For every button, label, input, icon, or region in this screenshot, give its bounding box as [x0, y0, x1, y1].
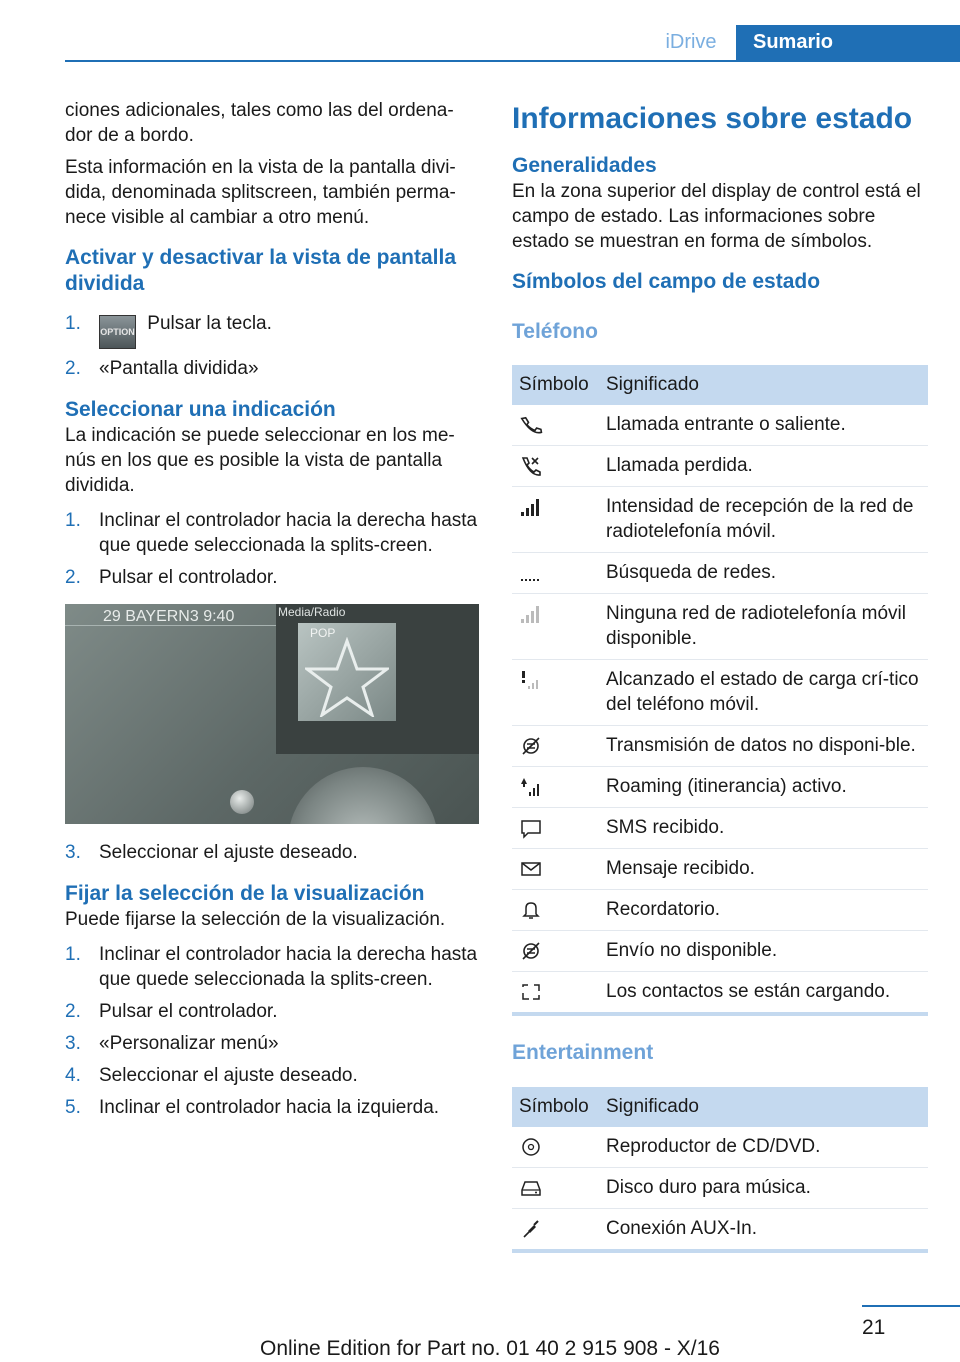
table-row: [512, 726, 928, 767]
step-number: 4.: [65, 1065, 81, 1086]
step-text: «Pantalla dividida»: [99, 358, 259, 379]
disc-icon: [519, 1136, 543, 1158]
table-row: [512, 808, 928, 849]
table-row: [512, 487, 928, 553]
table-row: [512, 1209, 928, 1252]
hard-drive-icon: [519, 1177, 543, 1199]
step-text: Inclinar el controlador hacia la derecha hasta que quede seleccionada la splits‐creen.: [99, 944, 478, 990]
table-row: [512, 446, 928, 487]
edition-line: Online Edition for Part no. 01 40 2 915 908 - X/16: [260, 1337, 720, 1360]
meaning-text: Recordatorio.: [599, 890, 928, 931]
send-unavailable-icon: [519, 940, 543, 962]
figure-media-label: Media/Radio: [278, 605, 346, 619]
meaning-text: Alcanzado el estado de carga crí‐tico del teléfono móvil.: [599, 660, 928, 726]
phone-call-icon: [519, 414, 543, 436]
list-item: [65, 508, 479, 558]
step-text: Pulsar la tecla.: [147, 313, 272, 334]
fijar-paragraph: Puede fijarse la selección de la visualización.: [65, 909, 446, 930]
meaning-text: Mensaje recibido.: [599, 849, 928, 890]
heading-seleccionar: Seleccionar una indicación: [65, 398, 336, 421]
data-unavailable-icon: [519, 735, 543, 757]
table-row: [512, 849, 928, 890]
table-row: [512, 931, 928, 972]
table-row: [512, 405, 928, 446]
table-row: [512, 594, 928, 660]
option-key-icon: OPTION: [99, 315, 136, 349]
signal-strength-icon: [519, 496, 543, 518]
splitscreen-screenshot: [65, 604, 479, 824]
aux-plug-icon: [519, 1218, 543, 1240]
meaning-text: Reproductor de CD/DVD.: [599, 1127, 928, 1168]
heading-simbolos: Símbolos del campo de estado: [512, 270, 821, 293]
heading-entertainment: Entertainment: [512, 1041, 654, 1064]
figure-album-cover: [298, 623, 396, 721]
step-text: Inclinar el controlador hacia la derecha hasta que quede seleccionada la splits‐creen.: [99, 510, 478, 556]
step-text: «Personalizar menú»: [99, 1033, 279, 1054]
step-number: 5.: [65, 1097, 81, 1118]
list-item: [65, 1095, 479, 1120]
step-number: 2.: [65, 358, 81, 379]
step-text: Inclinar el controlador hacia la izquierda.: [99, 1097, 440, 1118]
step-number: 2.: [65, 567, 81, 588]
step-number: 2.: [65, 1001, 81, 1022]
list-item: [65, 1063, 479, 1088]
meaning-text: Llamada entrante o saliente.: [599, 405, 928, 446]
heading-generalidades: Generalidades: [512, 154, 657, 177]
table-header-row: [512, 365, 928, 405]
step-number: 1.: [65, 313, 81, 334]
entertainment-table: [512, 1087, 928, 1253]
intro-paragraph-1: ciones adicionales, tales como las del ordena‐dor de a bordo.: [65, 100, 454, 146]
figure-radio-title: 29 BAYERN3 9:40: [103, 608, 235, 625]
table-row: [512, 660, 928, 726]
list-item: [65, 356, 479, 381]
telefono-table: [512, 365, 928, 1016]
network-search-icon: [519, 562, 543, 584]
table-header-row: [512, 1087, 928, 1127]
heading-informaciones: Informaciones sobre estado: [512, 102, 913, 135]
contacts-loading-icon: [519, 981, 543, 1003]
seleccionar-steps: [65, 508, 479, 590]
meaning-text: Los contactos se están cargando.: [606, 981, 891, 1002]
meaning-text: Roaming (itinerancia) activo.: [599, 767, 928, 808]
column-header-meaning: Significado: [599, 365, 928, 405]
step-number: 1.: [65, 510, 81, 531]
generalidades-paragraph: En la zona superior del display de control está el campo de estado. Las informaciones sobre estado se muestran en forma de símbolos.: [512, 181, 921, 252]
table-row: [512, 1127, 928, 1168]
figure-splitscreen-pane: [276, 604, 479, 754]
table-row: [512, 890, 928, 931]
table-row: [512, 553, 928, 594]
list-item: [65, 942, 479, 992]
meaning-text: Disco duro para música.: [599, 1168, 928, 1209]
fijar-steps: [65, 942, 479, 1120]
table-row: [512, 767, 928, 808]
star-icon: [305, 637, 389, 717]
meaning-text: SMS recibido.: [599, 808, 928, 849]
figure-dial: [288, 767, 438, 824]
step-number: 3.: [65, 842, 81, 863]
meaning-text: Envío no disponible.: [599, 931, 928, 972]
step-text: Seleccionar el ajuste deseado.: [99, 1065, 358, 1086]
list-item: [65, 311, 479, 349]
column-header-symbol: Símbolo: [512, 1087, 599, 1127]
meaning-text: Búsqueda de redes.: [599, 553, 928, 594]
figure-controller-knob: [230, 790, 254, 814]
footer-rule: [862, 1305, 960, 1307]
step-text: Seleccionar el ajuste deseado.: [99, 842, 358, 863]
meaning-text: Ninguna red de radiotelefonía móvil disponible.: [599, 594, 928, 660]
step-text: Pulsar el controlador.: [99, 567, 278, 588]
sms-icon: [519, 817, 543, 839]
list-item: [65, 1031, 479, 1056]
table-row: [512, 1168, 928, 1209]
list-item: [65, 840, 479, 865]
meaning-text: Llamada perdida.: [599, 446, 928, 487]
figure-cover-label: POP: [310, 626, 336, 640]
list-item: [65, 565, 479, 590]
heading-fijar: Fijar la selección de la visualización: [65, 882, 425, 905]
step-number: 3.: [65, 1033, 81, 1054]
list-item: [65, 999, 479, 1024]
roaming-icon: [519, 776, 543, 798]
low-battery-icon: [519, 669, 543, 691]
missed-call-icon: [519, 455, 543, 477]
seleccionar-paragraph: La indicación se puede seleccionar en los me‐nús en los que es posible la vista de pantalla dividida.: [65, 425, 455, 496]
left-column: [65, 98, 479, 1127]
step-number: 1.: [65, 944, 81, 965]
header-section-tab: iDrive: [665, 31, 717, 53]
heading-activar: Activar y desactivar la vista de pantalla dividida: [65, 246, 457, 295]
envelope-icon: [519, 858, 543, 880]
table-row: [512, 972, 928, 1015]
meaning-text: Conexión AUX-In.: [606, 1218, 758, 1239]
intro-paragraph-2: Esta información en la vista de la pantalla divi‐dida, denominada splitscreen, también perma‐nece visible al cambiar a otro menú.: [65, 157, 456, 228]
heading-telefono: Teléfono: [512, 320, 598, 343]
header-chapter-tab: Sumario: [736, 25, 960, 61]
column-header-symbol: Símbolo: [512, 365, 599, 405]
activar-steps: [65, 311, 479, 381]
meaning-text: Transmisión de datos no disponi‐ble.: [599, 726, 928, 767]
no-network-icon: [519, 603, 543, 625]
right-column: [512, 98, 928, 1253]
seleccionar-steps-cont: [65, 840, 479, 865]
page-number: 21: [862, 1316, 886, 1339]
column-header-meaning: Significado: [599, 1087, 928, 1127]
step-text: Pulsar el controlador.: [99, 1001, 278, 1022]
header-rule: [65, 60, 960, 62]
bell-icon: [519, 899, 543, 921]
meaning-text: Intensidad de recepción de la red de radiotelefonía móvil.: [599, 487, 928, 553]
